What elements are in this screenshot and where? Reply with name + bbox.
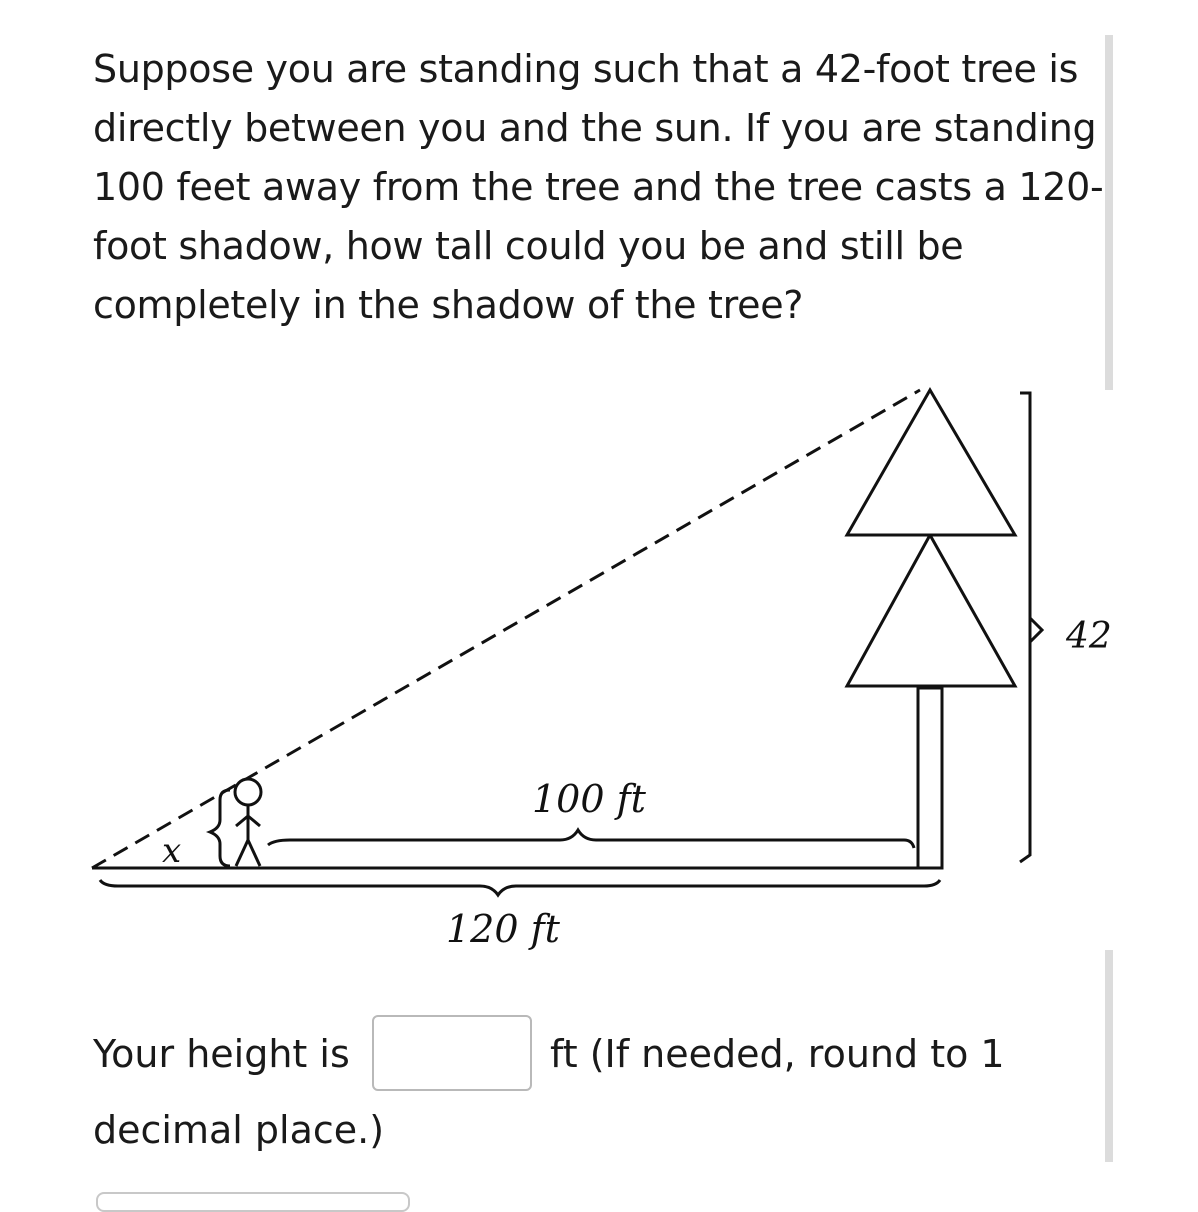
shadow-label: 120 ft	[446, 907, 560, 951]
answer-prefix: Your height is	[93, 1032, 350, 1076]
tree-upper-foliage	[847, 390, 1015, 535]
scrollbar-bottom[interactable]	[1105, 950, 1113, 1162]
problem-figure	[0, 370, 1198, 970]
sun-ray-line	[92, 390, 920, 868]
answer-suffix-line2: decimal place.)	[93, 1108, 385, 1152]
height-input[interactable]	[372, 1015, 532, 1091]
answer-suffix: ft (If needed, round to 1	[550, 1032, 1005, 1076]
shadow-brace	[100, 880, 940, 895]
question-text: Suppose you are standing such that a 42-foot tree is directly between you and the sun. If you are standing 100 feet away from the tree and the tree casts a 120-foot shadow, how tall could you be and still be completely in the shadow of the tree?	[93, 47, 1104, 327]
tree-lower-foliage	[847, 535, 1015, 686]
person-figure	[235, 779, 261, 866]
distance-brace	[268, 830, 914, 848]
submit-button[interactable]	[96, 1192, 410, 1212]
tree-height-bracket	[1020, 393, 1030, 862]
x-label: x	[162, 831, 182, 871]
distance-label: 100 ft	[532, 777, 646, 821]
tree-trunk	[918, 688, 942, 868]
person-height-brace	[210, 790, 230, 866]
tree-height-label: 42	[1066, 616, 1112, 657]
tree-height-bracket-tip	[1030, 618, 1042, 642]
